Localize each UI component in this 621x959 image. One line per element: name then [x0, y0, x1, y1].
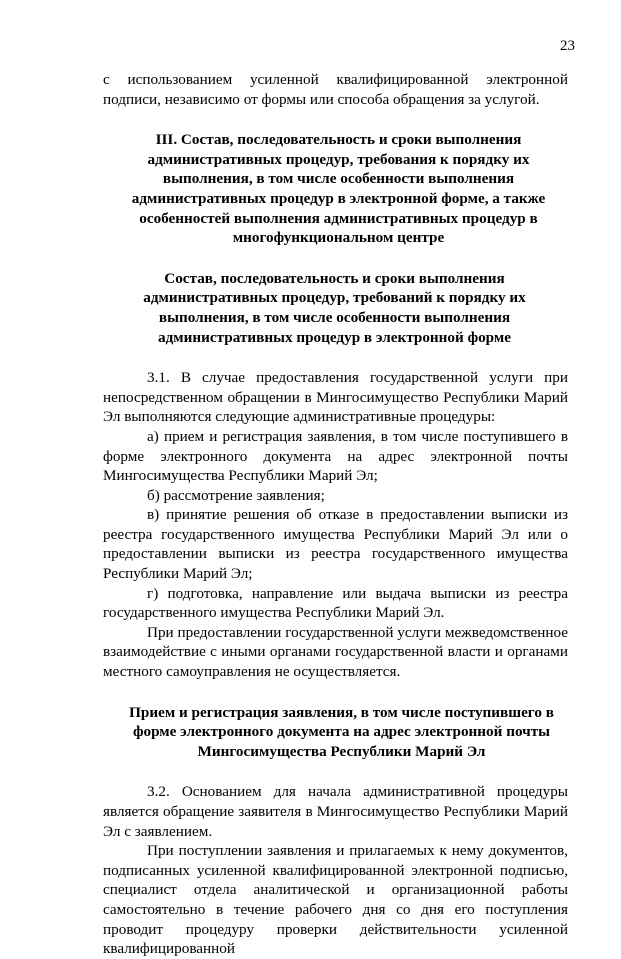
list-item-b: б) рассмотрение заявления; — [147, 486, 325, 504]
list-item-a: а) прием и регистрация заявления, в том числе поступившего в форме электронного документа на адрес электронной почты Мингосимущества Республики Марий Эл; — [103, 427, 568, 485]
intro-paragraph: с использованием усиленной квалифицированной электронной подписи, независимо от формы или способа обращения за услугой. — [103, 71, 568, 108]
list-item-g: г) подготовка, направление или выдача выписки из реестра государственного имущества Республики Марий Эл. — [103, 584, 568, 622]
paragraph-3-2: 3.2. Основанием для начала административной процедуры является обращение заявителя в Мингосимущество Республики Марий Эл с заявлением. — [103, 783, 568, 840]
subheading-composition: Состав, последовательность и сроки выполнения административных процедур, требований к порядку их выполнения, в том числе особенности выполнения административных процедур в электронной форме — [143, 269, 526, 346]
section-3-heading: III. Состав, последовательность и сроки выполнения административных процедур, требования к порядку их выполнения, в том числе особенности выполнения административных процедур в электронной форме, а также особенностей выполнения административных процедур в многофункциональном центре — [131, 131, 546, 247]
paragraph-interaction: При предоставлении государственной услуги межведомственное взаимодействие с иными органами государственной власти и органами местного самоуправления не осуществляется. — [103, 623, 569, 681]
paragraph-receipt: При поступлении заявления и прилагаемых к нему документов, подписанных усиленной квалифицированной электронной подписью, специалист отдела аналитической и организационной работы самостоятельно в течение рабочего дня со дня его поступления проводит процедуру проверки действительности усиленной квалифицированной — [103, 842, 568, 958]
paragraph-3-1: 3.1. В случае предоставления государственной услуги при непосредственном обращении в Мингосимущество Республики Марий Эл выполняются следующие административные процедуры: — [103, 369, 568, 426]
subheading-reception: Прием и регистрация заявления, в том числе поступившего в форме электронного документа на адрес электронной почты Мингосимущества Республики Марий Эл — [129, 703, 554, 760]
document-body — [103, 70, 568, 959]
list-item-v: в) принятие решения об отказе в предоставлении выписки из реестра государственного имущества Республики Марий Эл или о предоставлении выписки из реестра государственного имущества Республики Марий Эл; — [103, 506, 568, 583]
page-number: 23 — [560, 38, 575, 54]
